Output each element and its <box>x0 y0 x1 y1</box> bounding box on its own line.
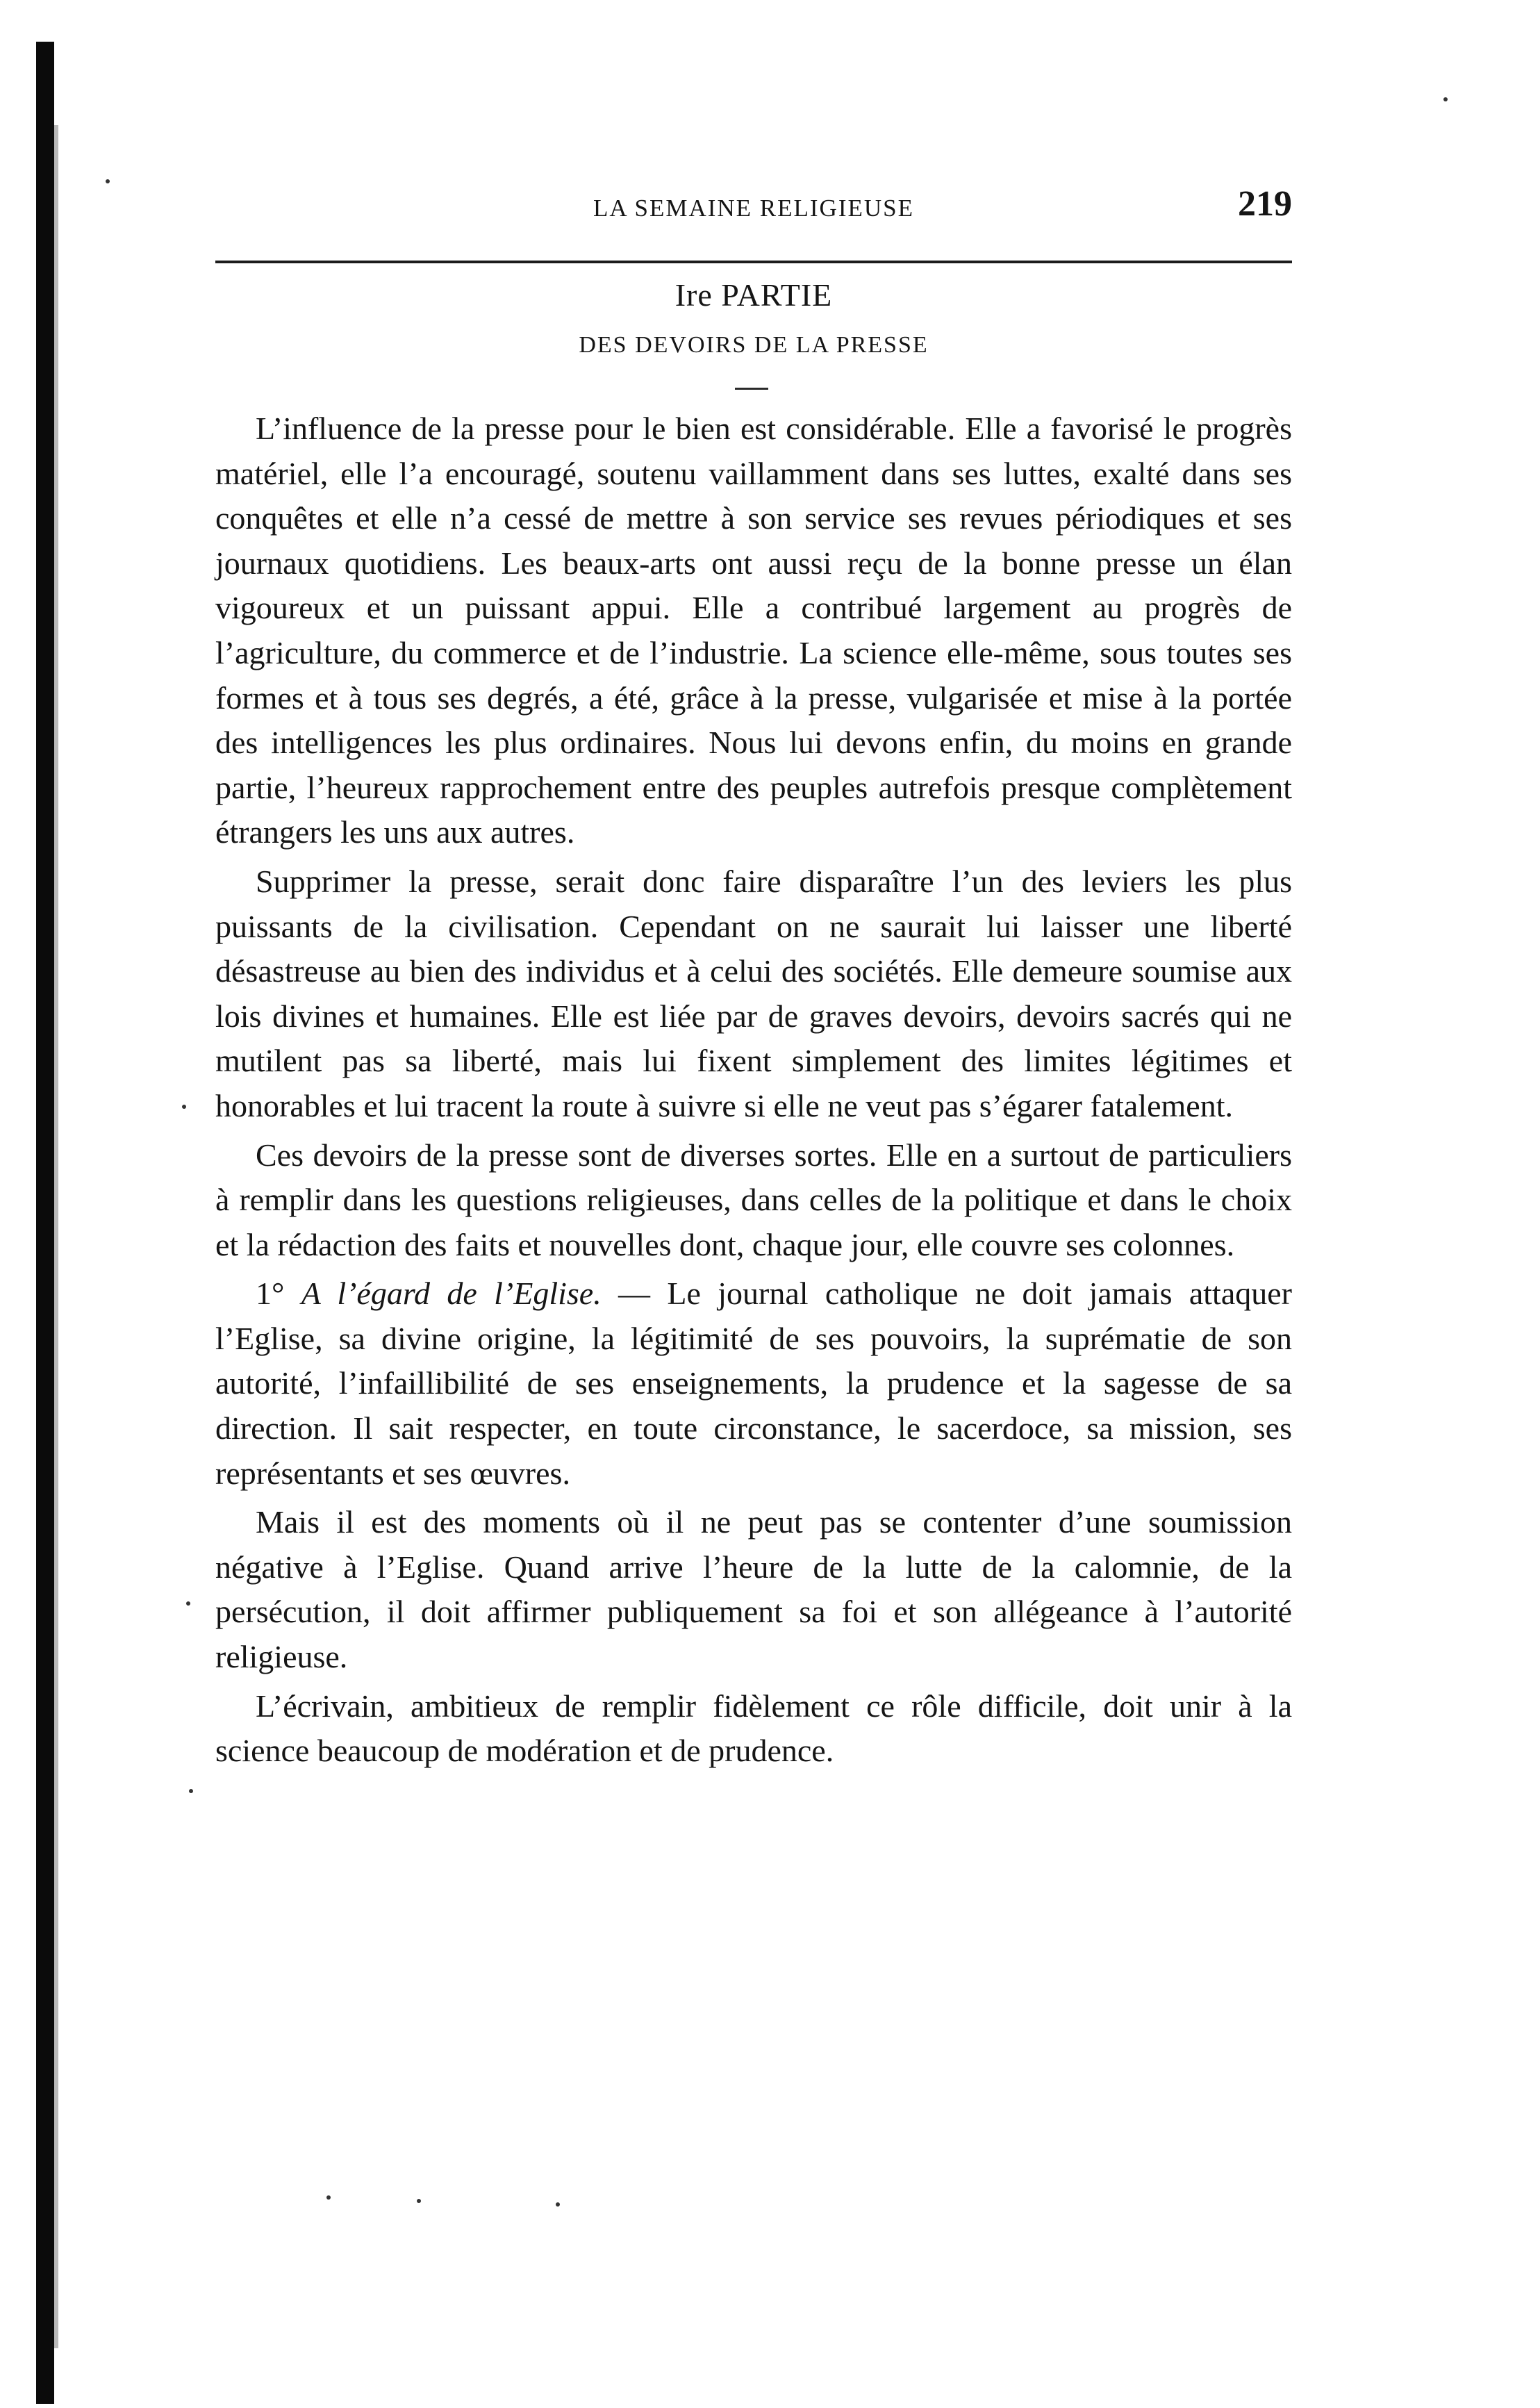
paragraph-moments: Mais il est des moments où il ne peut pas se contenter d’une soumission négative à l’Eglise. Quand arrive l’heure de la lutte de la calomnie, de la persécution, il doit affirmer publiquement sa foi et son allégeance à l’autorité religieuse. <box>215 1504 1292 1675</box>
part-title: Ire PARTIE <box>674 277 833 313</box>
binding-shadow <box>54 125 58 2348</box>
ink-speck <box>417 2199 421 2203</box>
section-text: — Le journal catholique ne doit jamais attaquer l’Eglise, sa divine origine, la légitimité de ses pouvoirs, la suprématie de son autorité, l’infaillibilité de ses enseignements, la prudence et la sagesse de sa direction. Il sait respecter, en toute circonstance, le sacerdoce, sa mission, ses représentants et ses œuvres. <box>215 1276 1292 1491</box>
page-number: 219 <box>1238 184 1292 224</box>
header-rule <box>215 261 1292 263</box>
section-number: 1° <box>256 1276 301 1312</box>
ink-speck <box>189 1789 193 1793</box>
paragraph-supprimer: Supprimer la presse, serait donc faire disparaître l’un des leviers les plus puissants de la civilisation. Cependant on ne saurait lui laisser une liberté désastreuse au bien des individus et à celui des sociétés. Elle demeure soumise aux lois divines et humaines. Elle est liée par de graves devoirs, devoirs sacrés qui ne mutilent pas sa liberté, mais lui fixent simplement des limites légitimes et honorables et lui tracent la route à suivre si elle ne veut pas s’égarer fatalement. <box>215 863 1292 1123</box>
ink-speck <box>1443 97 1448 101</box>
article-body <box>215 406 1292 1778</box>
section-subtitle: DES DEVOIRS DE LA PRESSE <box>579 332 929 358</box>
ink-speck <box>556 2202 560 2207</box>
ink-speck <box>186 1601 190 1606</box>
paragraph-influence: L’influence de la presse pour le bien est considérable. Elle a favorisé le progrès matériel, elle l’a encouragé, soutenu vaillamment dans ses luttes, exalté dans ses conquêtes et elle n’a cessé de mettre à son service ses revues périodiques et ses journaux quotidiens. Les beaux-arts ont aussi reçu de la bonne presse un élan vigoureux et un puissant appui. Elle a contribué largement au progrès de l’agriculture, du commerce et de l’industrie. La science elle-même, sous toutes ses formes et à tous ses degrés, a été, grâce à la presse, vulgarisée et mise à la portée des intelligences les plus ordinaires. Nous lui devons enfin, du moins en grande partie, l’heureux rapprochement entre des peuples autrefois presque complètement étrangers les uns aux autres. <box>215 411 1292 850</box>
running-title: LA SEMAINE RELIGIEUSE <box>593 195 914 222</box>
running-head <box>215 182 1292 245</box>
paragraph-eglise <box>215 1271 1292 1496</box>
paragraph-ecrivain: L’écrivain, ambitieux de remplir fidèlement ce rôle difficile, doit unir à la science beaucoup de modération et de prudence. <box>215 1688 1292 1769</box>
paragraph-devoirs: Ces devoirs de la presse sont de diverses sortes. Elle en a surtout de particuliers à remplir dans les questions religieuses, dans celles de la politique et dans le choix et la rédaction des faits et nouvelles dont, chaque jour, elle couvre ses colonnes. <box>215 1137 1292 1262</box>
page-binding-edge <box>36 42 54 2404</box>
ink-speck <box>182 1105 186 1109</box>
section-heading: A l’égard de l’Eglise. <box>301 1276 602 1312</box>
title-dash <box>735 388 768 390</box>
ink-speck <box>106 179 110 183</box>
ink-speck <box>326 2195 331 2200</box>
